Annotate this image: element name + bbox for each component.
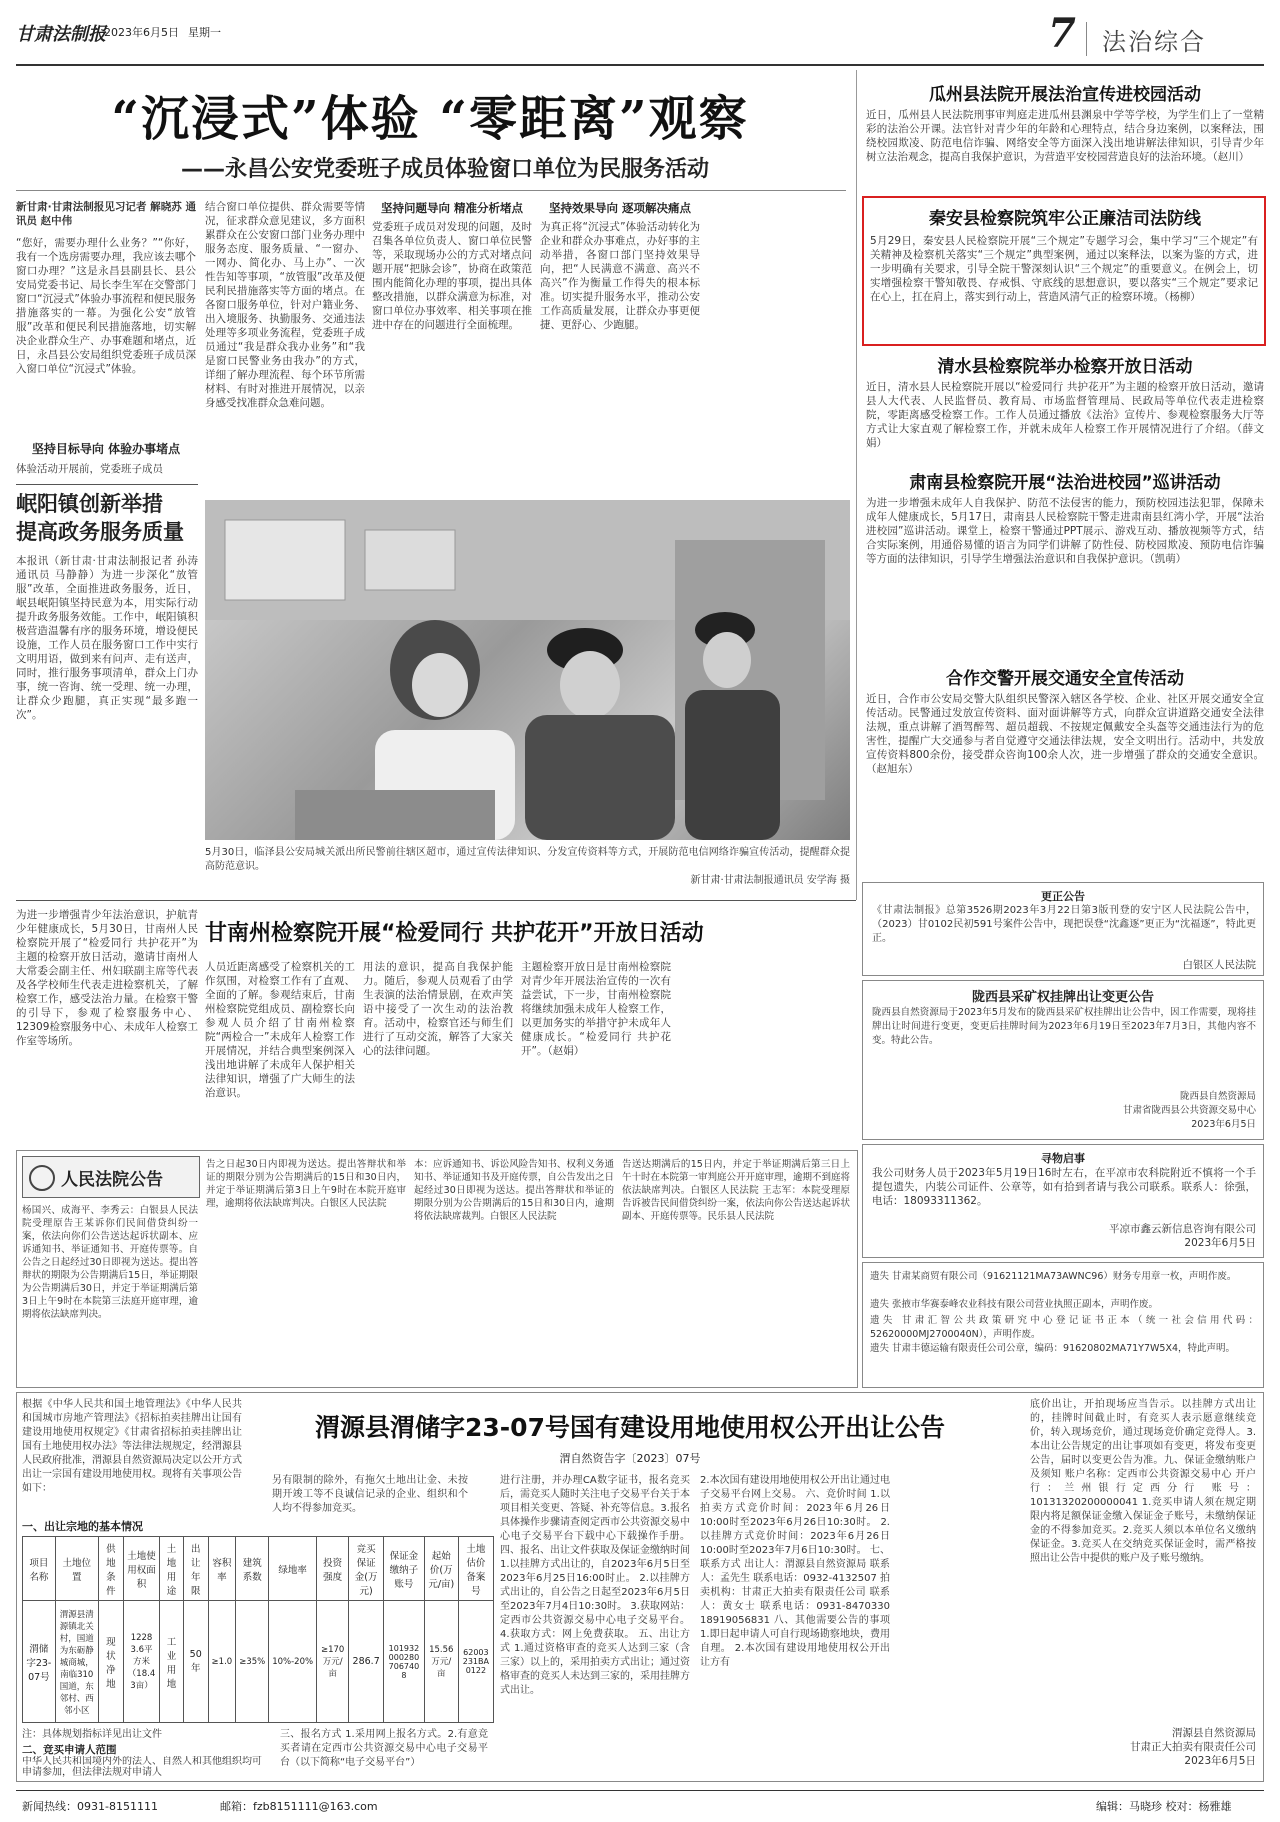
footer-editors: 编辑：马晓珍 校对：杨雅雄	[1096, 1800, 1232, 1813]
td-11: 1019320002807067408	[384, 1601, 425, 1723]
mining-body: 陇西县自然资源局于2023年5月发布的陇西县采矿权挂牌出让公告中，因工作需要，现将挂牌出让时间进行变更，变更后挂牌时间为2023年6月19日至2023年7月3日，其他内容不变。特此公告。	[872, 1007, 1256, 1046]
footer-email: 邮箱：fzb8151111@163.com	[220, 1800, 378, 1813]
gannan-col2: 人员近距离感受了检察机关的工作氛围，对检察工作有了直观、全面的了解。参观结束后，甘南州检察院党组成员、副检察长向参观人员介绍了甘南州检察院“两检合一”未成年人检察工作开展情况，并结合典型案例深入浅出地讲解了未成年人保护相关法律知识，增强了广大师生的法治意识。	[205, 961, 355, 1099]
td-10: 286.7	[349, 1601, 384, 1723]
court-notice-col4: 告送达期满后的15日内，并定于举证期满后第三日上午十时在本院第一审判庭公开开庭审理，逾期不到庭将依法缺席判决。白银区人民法院 王志军：本院受理原告诉被告民间借贷纠纷一案，依法向你公告送达起诉状副本、开庭传票等。民乐县人民法院	[622, 1159, 850, 1222]
land-date: 2023年6月5日	[1184, 1755, 1256, 1767]
th-3: 土地使用权面积	[124, 1537, 160, 1601]
court-notice-col1: 杨国兴、成海平、李秀云：白银县人民法院受理原告王某诉你们民间借贷纠纷一案，依法向你们公告送达起诉状副本、应诉通知书、举证通知书、开庭传票等。自公告之日起经过30日即视为送达。提出答辩状的期限为公告期满后15日，举证期限为公告期满后30日，并定于举证期满后第3日上午9时在本院第三法庭开庭审理，逾期将依法缺席判决。	[22, 1205, 198, 1320]
lost-declaration-3: 遗失 甘肃汇智公共政策研究中心登记证书正本（统一社会信用代码：52620000MJ2700040N），声明作废。	[870, 1315, 1258, 1340]
footer-hotline: 新闻热线：0931-8151111	[22, 1800, 158, 1813]
td-5: 50年	[183, 1601, 208, 1723]
land-sign2: 甘肃正大拍卖有限责任公司	[1130, 1741, 1256, 1753]
land-table-header	[23, 1537, 494, 1601]
lead-sub1: 坚持目标导向 体验办事堵点	[31, 442, 181, 456]
court-notice-col3: 本：应诉通知书、诉讼风险告知书、权利义务通知书、举证通知书及开庭传票，自公告发出之日起经过30日即视为送达。提出答辩状和举证的期限分别为公告期满后的15日和30日内，逾期将依法缺席裁判。白银区人民法院	[414, 1159, 614, 1222]
th-4: 土地用途	[160, 1537, 184, 1601]
land-sec2: 二、竞买申请人范围	[22, 1744, 117, 1756]
th-2: 供地条件	[98, 1537, 123, 1601]
section-divider	[1086, 22, 1087, 56]
th-8: 绿地率	[269, 1537, 317, 1601]
page-number: 7	[1048, 10, 1076, 57]
mining-date: 2023年6月5日	[1191, 1119, 1256, 1130]
photo-credit: 新甘肃·甘肃法制报通讯员 安学海 摄	[690, 875, 850, 886]
sunan-title: 肃南县检察院开展“法治进校园”巡讲活动	[909, 473, 1221, 493]
td-6: ≥1.0	[208, 1601, 236, 1723]
correction-sign: 白银区人民法院	[1182, 959, 1256, 971]
land-table-row	[23, 1601, 494, 1723]
lost-item-title: 寻物启事	[1041, 1152, 1085, 1165]
guazhou-title: 瓜州县法院开展法治宣传进校园活动	[929, 85, 1201, 105]
th-6: 容积率	[208, 1537, 236, 1601]
land-note: 注：具体规划指标详见出让文件	[22, 1729, 162, 1740]
land-col2b: 三、报名方式 1.采用网上报名方式。2.有意竞买者请在定西市公共资源交易中心电子交易平台（以下简称“电子交易平台”）	[280, 1729, 488, 1768]
court-notice-col2: 告之日起30日内即视为送达。提出答辩状和举证的期限分别为公告期满后的15日和30日内，并定于举证期满后第3日上午9时在本院开庭审理，逾期将依法缺席判决。白银区人民法院	[206, 1159, 406, 1209]
th-13: 土地估价备案号	[458, 1537, 493, 1601]
lead-col4-text: 为真正将“沉浸式”体验活动转化为企业和群众办事难点，办好事的主动举措，各窗口部门坚持效果导向，把“人民满意不满意、高兴不高兴”作为衡量工作得失的根本标准。切实提升服务水平，推动公安工作高质量发展，让群众办事更便捷、更舒心、少跑腿。	[540, 221, 700, 331]
minyang-rule	[16, 484, 198, 485]
th-5: 出让年限	[183, 1537, 208, 1601]
th-11: 保证金缴纳子账号	[384, 1537, 425, 1601]
issue-date: 2023年6月5日	[104, 26, 179, 39]
land-sec1: 一、出让宗地的基本情况	[22, 1520, 143, 1533]
td-7: ≥35%	[236, 1601, 269, 1723]
lost-item-date: 2023年6月5日	[1184, 1237, 1256, 1249]
td-2: 现状净地	[98, 1601, 123, 1723]
minyang-title	[16, 490, 198, 546]
land-sign: 渭源县自然资源局	[1172, 1727, 1256, 1739]
gannan-col4: 主题检察开放日是甘南州检察院对青少年开展法治宣传的一次有益尝试，下一步，甘南州检察院将继续加强未成年人检察工作，以更加务实的举措守护未成年人健康成长。“检爱同行 共护花开”。（赵娟）	[521, 961, 671, 1057]
photo-illustration	[205, 500, 850, 840]
th-0: 项目名称	[23, 1537, 56, 1601]
court-emblem-icon	[29, 1165, 55, 1191]
lead-col1-text: “您好，需要办理什么业务？”“你好，我有一个选房需要办理，我应该去哪个窗口办理？”这是永昌县副县长、县公安局党委书记、局长李生军在交警部门窗口“沉浸式”体验办事流程和便民服务措施落实的一幕。为强化公安“放管服”改革和便民利民措施落地，切实解决企业群众生产、办事难题和堵点，近日，永昌县公安局组织党委班子成员深入窗口单位“沉浸式”体验。	[16, 237, 196, 375]
lost-declaration-4: 遗失 甘肃丰德运输有限责任公司公章，编码：91620802MA71Y7W5X4，特此声明。	[870, 1343, 1235, 1354]
land-title: 渭源县渭储字23-07号国有建设用地使用权公开出让公告	[315, 1413, 945, 1442]
masthead	[16, 10, 1264, 64]
mining-title: 陇西县采矿权挂牌出让变更公告	[971, 990, 1154, 1005]
court-notice-header	[22, 1156, 200, 1198]
court-notice-title: 人民法院公告	[61, 1170, 163, 1190]
land-intro: 根据《中华人民共和国土地管理法》《中华人民共和国城市房地产管理法》《招标拍卖挂牌出让国有建设用地使用权规定》《甘肃省招标拍卖挂牌出让国有土地使用权办法》等法律法规规定，经渭源县人民政府批准，渭源县自然资源局决定以公开方式出让一宗国有建设用地使用权。现将有关事项公告如下：	[22, 1399, 242, 1494]
qingshui-body: 近日，清水县人民检察院开展以“检爱同行 共护花开”为主题的检察开放日活动，邀请县人大代表、人民监督员、教育局、市场监督管理局、民政局等单位代表走进检察院，零距离感受检察工作。工作人员通过播放《法治》宣传片、参观检察服务大厅等方式让大家直观了解检察工作，并就未成年人检察工作开展情况进行了介绍。（薛文娟）	[866, 381, 1264, 449]
lead-col2-text: 结合窗口单位提供、群众需要等情况，征求群众意见建议，多方面积累群众在公安窗口部门业务办理中服务态度、服务质量、“一窗办、一网办、简化办、马上办”、一次性告知等事项，“放管服”改革及便民利民措施落实等方面的堵点。在各窗口服务单位，针对户籍业务、出入境服务、执勤服务、交通违法处理等多项业务流程，党委班子成员通过“我是群众我办业务”和“我是窗口民警业务由我办”的方式，详细了解办理流程、每个环节所需材料、有时对推进开展情况，以亲身感受找准群众急难问题。	[205, 201, 365, 409]
th-1: 土地位置	[55, 1537, 98, 1601]
land-col3: 进行注册，并办理CA数字证书，报名竞买后，需竞买人随时关注电子交易平台关于本项目相关变更、答疑、补充等信息。3.报名具体操作步骤请查阅定西市公共资源交易中心电子交易平台下载中心下载操作手册。四、报名、出让文件获取及保证金缴纳时间 1.以挂牌方式出让的，自2023年6月5日至2023年6月25日16:00时止。 2.以挂牌方式出让的，自公告之日起至2023年6月5日至2023年7月4日10:30时。 3.获取网站：定西市公共资源交易中心电子交易平台。 4.获取方式：网上免费获取。 五、出让方式 1.通过资格审查的竞买人达到三家（含三家）以上的，采用拍卖方式出让；通过资格审查的竞买人未达到三家的，采用挂牌方式出让。	[500, 1475, 690, 1696]
land-col4: 2.本次国有建设用地使用权公开出让通过电子交易平台网上交易。 六、竞价时间 1.以拍卖方式竞价时间：2023年6月26日10:00时至2023年6月26日10:30时。 2.以挂牌方式竞价时间：2023年6月26日10:00时至2023年7月6日10:30时。 七、联系方式 出让人：渭源县自然资源局 联系人：孟先生 联系电话：0932-4132507 拍卖机构：甘肃正大拍卖有限责任公司 联系人：黄女士 联系电话：0931-8470330 18919056831 八、其他需要公告的事项 1.即日起申请人可自行现场勘察地块，费用自理。 2.本次国有建设用地使用权公开出让方有	[700, 1475, 890, 1668]
td-13: 62003231BA0122	[458, 1601, 493, 1723]
gannan-rule	[16, 900, 856, 901]
lost-item-sign: 平凉市鑫云新信息咨询有限公司	[1109, 1223, 1256, 1235]
minyang-title-line1: 岷阳镇创新举措	[16, 492, 163, 516]
qinan-body: 5月29日，秦安县人民检察院开展“三个规定”专题学习会，集中学习“三个规定”有关精神及检察机关落实“三个规定”典型案例，通过以案释法，以案为鉴的方式，进一步明确有关要求，引导全院干警深刻认识“三个规定”的重要意义。在例会上，切实增强检察干警知敬畏、存戒惧、守底线的思想意识，要以落实“三个规定”要求记在心上，扛在肩上，落实到行动上，营造风清气正的检察环境。（杨柳）	[870, 235, 1258, 303]
mining-sign2: 甘肃省陇西县公共资源交易中心	[1122, 1105, 1256, 1116]
th-12: 起始价(万元/亩)	[424, 1537, 458, 1601]
hezuo-title: 合作交警开展交通安全宣传活动	[946, 669, 1184, 689]
th-10: 竞买保证金(万元)	[349, 1537, 384, 1601]
td-12: 15.56万元/亩	[424, 1601, 458, 1723]
photo-caption: 5月30日，临泽县公安局城关派出所民警前往辖区超市，通过宣传法律知识、分发宣传资料等方式，开展防范电信网络诈骗宣传活动，提醒群众提高防范意识。	[205, 847, 850, 872]
lead-col3-text: 党委班子成员对发现的问题，及时召集各单位负责人、窗口单位民警等，采取现场办公的方式对堵点问题开展“把脉会诊”，协商在政策范围内能简化办理的事项，提出具体整改措施，以群众满意为标准，对窗口单位办事效率、相关事项在推进中存在的问题进行全面梳理。	[372, 221, 532, 331]
th-7: 建筑系数	[236, 1537, 269, 1601]
td-0: 渭储字23-07号	[23, 1601, 56, 1723]
land-table	[22, 1536, 494, 1723]
minyang-body: 本报讯（新甘肃·甘肃法制报记者 孙涛 通讯员 马静静）为进一步深化“放管服”改革，全面推进政务服务，近日，岷县岷阳镇坚持民意为本，用实际行动提升政务服务效能。工作中，岷阳镇积极营造温馨有序的服务环境，增设便民设施，工作人员在服务窗口工作中实行文明用语，做到来有问声、走有送声，同时，推行服务事项清单，群众上门办事，统一咨询、统一受理、统一办理，让群众少跑腿，真正实现“最多跑一次”。	[16, 555, 198, 721]
hezuo-body: 近日，合作市公安局交警大队组织民警深入辖区各学校、企业、社区开展交通安全宣传活动。民警通过发放宣传资料、面对面讲解等方式，向群众宣讲道路交通安全法律法规，重点讲解了酒驾醉驾、超员超载、不按规定佩戴安全头盔等交通违法行为的危害性，提醒广大交通参与者自觉遵守交通法律法规，安全文明出行。活动中，共发放宣传资料800余份，接受群众咨询100余人次，进一步增强了群众的交通安全意识。（赵旭东）	[866, 693, 1264, 775]
land-docno: 渭自然资告字〔2023〕07号	[559, 1452, 701, 1465]
mining-sign: 陇西县自然资源局	[1179, 1091, 1256, 1102]
guazhou-body: 近日，瓜州县人民法院刑事审判庭走进瓜州县渊泉中学等学校，为学生们上了一堂精彩的法治公开课。法官针对青少年的年龄和心理特点，结合身边案例，以案释法，围绕校园欺凌、防范电信诈骗、网络安全等方面深入浅出地讲解法律知识，引导青少年树立法治观念，提高自我保护意识，为营造平安校园营造良好的法治环境。（赵川）	[866, 109, 1264, 163]
gannan-col1: 为进一步增强青少年法治意识，护航青少年健康成长，5月30日，甘南州人民检察院开展了“检爱同行 共护花开”为主题的检察开放日活动，邀请甘南州人大常委会副主任、州妇联副主席等代表及各学校师生代表走进检察机关，了解检察工作，感受法治力量。在检察干警的引导下，参观了检察服务中心、12309检察服务中心、未成年人检察工作室等场所。	[16, 909, 198, 1047]
land-col5: 底价出让，开拍现场应当告示。以挂牌方式出让的，挂牌时间截止时，有竞买人表示愿意继续竞价，转入现场竞价，通过现场竞价确定竞得人。3.本出让公告规定的出让事项如有变更，将发布变更公告，届时以变更公告为准。九、保证金缴纳账户及须知 账户名称：定西市公共资源交易中心 开户行：兰州银行定西分行 账号：10131320200000041 1.竞买申请人须在规定期限内将足额保证金缴入保证金子账号，未缴纳保证金的不得参加竞买。2.竞买人须以本单位名义缴纳保证金。3.竞买人在交纳竞买保证金时，需严格按照出让公告中提供的账户及子账号缴纳。	[1030, 1399, 1256, 1564]
lost-item-body: 我公司财务人员于2023年5月19日16时左右，在平凉市农科院附近不慎将一个手提包遗失，内装公司证件、公章等，如有拾到者请与我公司联系。联系人：徐强，电话：18093311362。	[872, 1167, 1256, 1207]
lost-declaration-list	[870, 1270, 1258, 1370]
sunan-body: 为进一步增强未成年人自我保护、防范不法侵害的能力，预防校园违法犯罪，保障未成年人健康成长，5月17日，肃南县人民检察院干警走进肃南县红湾小学，开展“法治进校园”巡讲活动。课堂上，检察干警通过PPT展示、游戏互动、播放视频等方式，结合实际案例，用通俗易懂的语言为同学们讲解了防性侵、防校园欺凌、预防电信诈骗等方面的法律知识，引导学生增强法治意识和自我保护意识。（凯萌）	[866, 497, 1264, 565]
lead-byline: 新甘肃·甘肃法制报见习记者 解晓苏 通讯员 赵中伟	[16, 201, 196, 227]
correction-body: 《甘肃法制报》总第3526期2023年3月22日第3版刊登的安宁区人民法院公告中，（2023）甘0102民初591号案件公告中，现把误登“沈鑫逐”更正为“沈福逐”，特此更正。	[872, 905, 1256, 944]
gannan-title: 甘南州检察院开展“检爱同行 共护花开”开放日活动	[205, 921, 704, 946]
td-8: 10%-20%	[269, 1601, 317, 1723]
td-9: ≥170万元/亩	[317, 1601, 349, 1723]
lead-title: “沉浸式”体验 “零距离”观察	[111, 91, 749, 147]
lead-sub3: 坚持效果导向 逐项解决痛点	[548, 201, 691, 215]
issue-weekday: 星期一	[188, 26, 221, 39]
footer-rule	[16, 1790, 1264, 1791]
minyang-title-line2: 提高政务服务质量	[16, 520, 184, 544]
right-col-divider	[856, 70, 857, 900]
qinan-title: 秦安县检察院筑牢公正廉洁司法防线	[929, 209, 1201, 229]
correction-title: 更正公告	[1041, 890, 1085, 903]
th-9: 投资强度	[317, 1537, 349, 1601]
land-col1-end: 中华人民共和国境内外的法人、自然人和其他组织均可申请参加，但法律法规对申请人	[22, 1756, 262, 1778]
lead-sub2: 坚持问题导向 精准分析堵点	[380, 201, 523, 215]
lead-subtitle: ——永昌公安党委班子成员体验窗口单位为民服务活动	[180, 157, 709, 182]
land-col2: 另有限制的除外，有拖欠土地出让金、未按期开竣工等不良诚信记录的企业、组织和个人均不得参加竞买。	[272, 1475, 468, 1514]
td-3: 12283.6平方米（18.43亩）	[124, 1601, 160, 1723]
paper-name: 甘肃法制报	[16, 24, 106, 45]
section-name: 法治综合	[1102, 28, 1206, 56]
news-photo	[205, 500, 850, 840]
lead-col1b-text: 体验活动开展前，党委班子成员	[16, 463, 163, 475]
td-1: 渭源县清源镇北关村，国道为东砺静城商城，南临310国道，东邻村、西邻小区	[55, 1601, 98, 1723]
lost-declaration-2: 遗失 张掖市华赛泰峰农业科技有限公司营业执照正副本，声明作废。	[870, 1299, 1159, 1310]
td-4: 工业用地	[160, 1601, 184, 1723]
lead-rule	[16, 190, 846, 191]
lost-declaration-1: 遗失 甘肃某商贸有限公司（91621121MA73AWNC96）财务专用章一枚，声明作废。	[870, 1271, 1237, 1282]
qingshui-title: 清水县检察院举办检察开放日活动	[937, 357, 1193, 377]
masthead-rule	[16, 64, 1264, 66]
gannan-col3: 用法的意识，提高自我保护能力。随后，参观人员观看了由学生表演的法治情景剧，在欢声笑语中接受了一次生动的法治教育。活动中，检察官还与师生们进行了互动交流，解答了大家关心的法律问题。	[363, 961, 513, 1057]
